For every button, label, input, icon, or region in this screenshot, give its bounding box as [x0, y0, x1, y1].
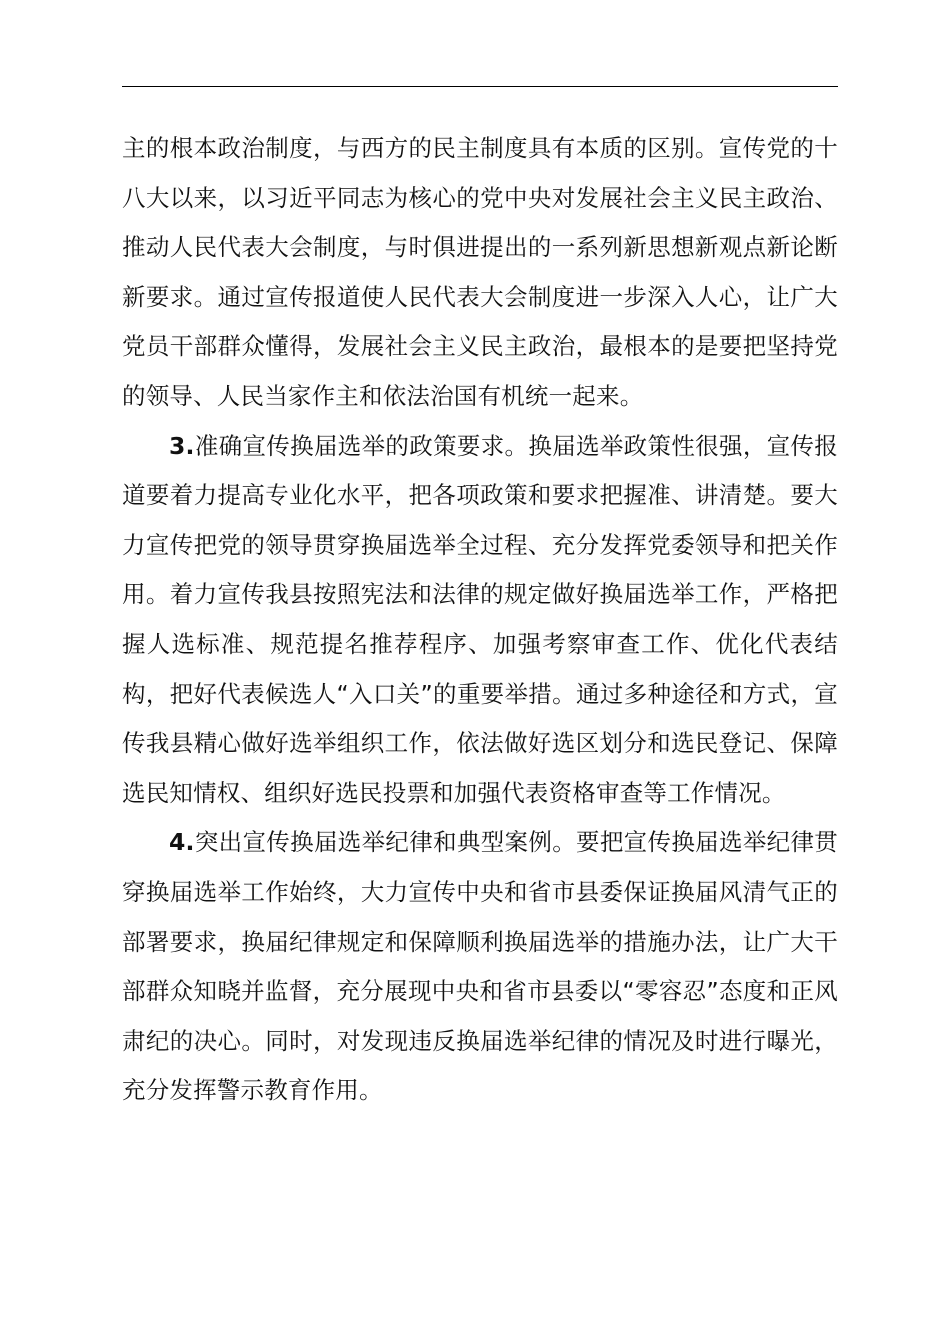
- paragraph-item-3: [122, 422, 838, 819]
- paragraph-continuation: [122, 124, 838, 422]
- paragraph-number: 3.: [169, 431, 195, 460]
- document-body: [122, 124, 838, 1116]
- paragraph-number: 4.: [169, 828, 195, 857]
- paragraph-text: 突出宣传换届选举纪律和典型案例。要把宣传换届选举纪律贯穿换届选举工作始终，大力宣传中央和省市县委保证换届风清气正的部署要求，换届纪律规定和保障顺利换届选举的措施办法，让广大干部群众知晓并监督，充分展现中央和省市县委以“零容忍”态度和正风肃纪的决心。同时，对发现违反换届选举纪律的情况及时进行曝光，充分发挥警示教育作用。: [122, 828, 838, 1105]
- paragraph-item-4: [122, 818, 838, 1116]
- header-rule: [122, 86, 838, 87]
- paragraph-text: 主的根本政治制度，与西方的民主制度具有本质的区别。宣传党的十八大以来，以习近平同志为核心的党中央对发展社会主义民主政治、推动人民代表大会制度，与时俱进提出的一系列新思想新观点新论断新要求。通过宣传报道使人民代表大会制度进一步深入人心，让广大党员干部群众懂得，发展社会主义民主政治，最根本的是要把坚持党的领导、人民当家作主和依法治国有机统一起来。: [122, 134, 838, 410]
- paragraph-text: 准确宣传换届选举的政策要求。换届选举政策性很强，宣传报道要着力提高专业化水平，把各项政策和要求把握准、讲清楚。要大力宣传把党的领导贯穿换届选举全过程、充分发挥党委领导和把关作用。着力宣传我县按照宪法和法律的规定做好换届选举工作，严格把握人选标准、规范提名推荐程序、加强考察审查工作、优化代表结构，把好代表候选人“入口关”的重要举措。通过多种途径和方式，宣传我县精心做好选举组织工作，依法做好选区划分和选民登记、保障选民知情权、组织好选民投票和加强代表资格审查等工作情况。: [122, 431, 838, 807]
